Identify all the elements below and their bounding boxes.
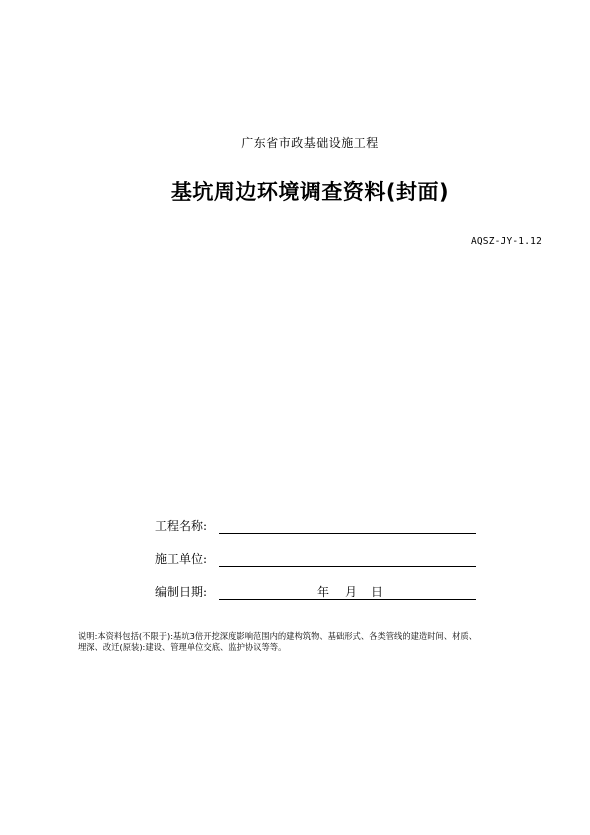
construction-unit-line bbox=[219, 566, 476, 567]
organization-header: 广东省市政基础设施工程 bbox=[241, 136, 379, 150]
date-month-label: 月 bbox=[345, 585, 358, 599]
date-day-label: 日 bbox=[371, 585, 384, 599]
compile-date-row bbox=[155, 585, 485, 603]
note-line-1: 说明:本资料包括(不限于):基坑3倍开挖深度影响范围内的建构筑物、基础形式、各类管线的建造时间、材质、 bbox=[78, 631, 478, 641]
explanation-note bbox=[78, 631, 548, 653]
document-code: AQSZ-JY-1.12 bbox=[470, 236, 542, 247]
document-title: 基坑周边环境调查资料(封面) bbox=[170, 180, 450, 204]
compile-date-line bbox=[219, 599, 476, 600]
construction-unit-label: 施工单位: bbox=[155, 552, 208, 566]
note-line-2: 埋深、改迁(原装):建设、管理单位交底、监护协议等等。 bbox=[78, 642, 287, 652]
compile-date-label: 编制日期: bbox=[155, 585, 208, 599]
date-year-label: 年 bbox=[317, 585, 330, 599]
project-name-label: 工程名称: bbox=[155, 519, 208, 533]
date-parts bbox=[317, 585, 383, 599]
construction-unit-row bbox=[155, 552, 485, 570]
project-name-line bbox=[219, 533, 476, 534]
project-name-row bbox=[155, 519, 485, 537]
